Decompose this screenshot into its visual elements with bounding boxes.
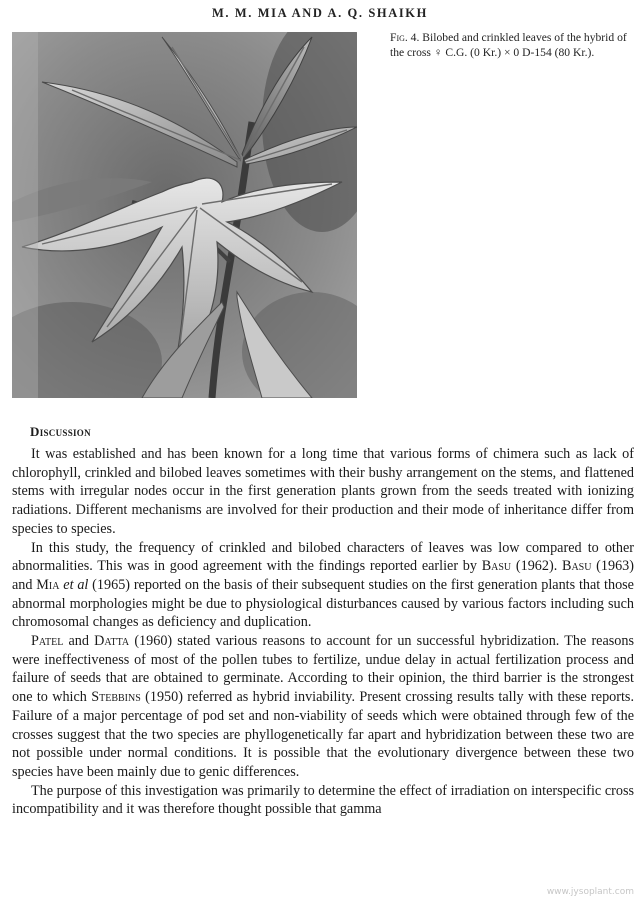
paragraph-2-text-b: (1962). — [511, 558, 562, 575]
figure-label: Fig. 4. — [390, 31, 420, 44]
paragraph-3-text-c: (1950) referred as hybrid inviability. Present crossing results tally with these reports. Failure of a major percentage of pod set and non-viability of seeds which were obtained through few of the crosses suggest that the two species are phyllogenetically far apart and hybridization between these two are not possible under normal conditions. It is possible that the evolutionary divergence between these two species have been mainly due to genic differences. — [12, 689, 634, 780]
paragraph-2-text-c: (1963) and — [12, 558, 634, 593]
paragraph-4: The purpose of this investigation was primarily to determine the effect of irradiation on interspecific cross incompatibility and it was therefore thought possible that gamma — [12, 782, 634, 818]
et-al: et al — [63, 576, 89, 593]
figure-caption-text: Bilobed and crinkled leaves of the hybrid of the cross ♀ C.G. (0 Kr.) × 0 D-154 (80 Kr.). — [390, 31, 627, 59]
figure-photo — [12, 32, 357, 398]
author-stebbins: Stebbins — [91, 689, 141, 706]
paragraph-2 — [12, 539, 634, 633]
author-mia: Mia — [36, 576, 60, 593]
paragraph-1: It was established and has been known for a long time that various forms of chimera such as lack of chlorophyll, crinkled and bilobed leaves sometimes with their bushy arrangement on the stems, and flattened stems with irregular nodes occur in the first generation plants grown from the seeds treated with ionizing radiations. Different mechanisms are involved for their production and their mode of inheritance differ from species to species. — [12, 446, 634, 537]
figure-caption — [390, 30, 636, 60]
plant-leaves-photo-icon — [12, 32, 357, 398]
paragraph-2-text-d: (1965) reported on the basis of their subsequent studies on the first generation plants that those abnormal morphologies might be due to physiological disturbances caused by various factors including such chromosomal changes as deficiency and duplication. — [12, 576, 634, 631]
running-head: M. M. MIA AND A. Q. SHAIKH — [212, 6, 428, 20]
author-basu-2: Basu — [561, 558, 592, 575]
paragraph-3 — [12, 632, 634, 782]
section-heading: Discussion — [30, 424, 91, 439]
paragraph-2-text-a: In this study, the frequency of crinkled and bilobed characters of leaves was low compared to other abnormalities. This was in good agreement with the findings reported earlier by — [12, 539, 634, 575]
author-patel: Patel — [31, 633, 64, 650]
watermark: www.jysoplant.com — [546, 887, 634, 897]
paragraph-3-text-b: (1960) stated various reasons to account for un successful hybridization. The reasons were ineffectiveness of most of the pollen tubes to fertilize, undue delay in actual fertilization process and failure of seeds that are obtained to germinate. According to their opinion, the third barrier is the strongest one to which — [12, 633, 634, 706]
paragraph-3-text-a: and — [63, 633, 95, 650]
author-datta: Datta — [94, 633, 130, 650]
body-text — [12, 445, 634, 819]
author-basu-1: Basu — [481, 558, 512, 575]
